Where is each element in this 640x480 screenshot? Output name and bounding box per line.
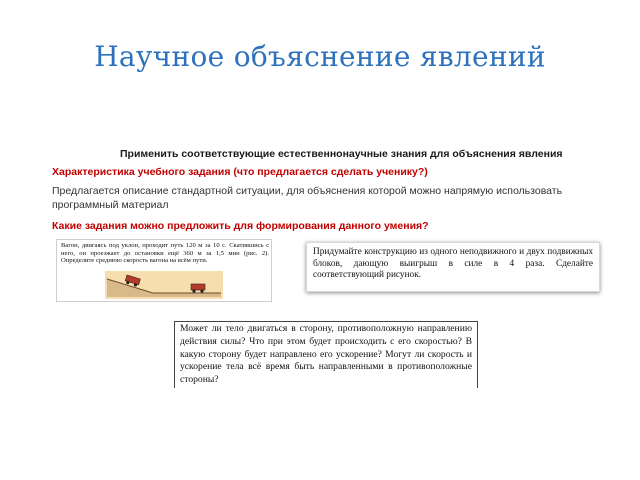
tasks-heading: Какие задания можно предложить для формирования данного умения?	[52, 220, 429, 232]
slide-subtitle: Применить соответствующие естественнонаучные знания для объяснения явления	[120, 148, 563, 160]
task-blocks-card	[306, 242, 600, 292]
task-wagon-text: Вагон, двигаясь под уклон, проходит путь 120 м за 10 с. Скатившись с него, он проезжает до остановки ещё 360 м за 1,5 мин (рис. 2). Определите среднюю скорость вагона на всём пути.	[61, 242, 269, 265]
characteristic-text: Предлагается описание стандартной ситуации, для объяснения которой можно напрямую использовать программный материал	[52, 185, 563, 211]
wagon-slope-illustration	[105, 271, 223, 299]
task-blocks-text: Придумайте конструкцию из одного неподвижного и двух подвижных блоков, дающую выигрыш в силе в 4 раза. Сделайте соответствующий рисунок.	[313, 247, 593, 280]
slide-title: Научное объяснение явлений	[94, 40, 546, 73]
task-direction-text: Может ли тело двигаться в сторону, противоположную направлению действия силы? Что при этом будет происходить с его скоростью? В какую сторону будет направлено его ускорение? Могут ли скорость и ускорение тела всё время быть направленными в противоположные стороны?	[180, 323, 472, 386]
wagon-slope-figure	[105, 271, 223, 299]
task-direction-card	[174, 321, 478, 388]
wagon-on-flat	[191, 284, 205, 293]
characteristic-heading: Характеристика учебного задания (что предлагается сделать ученику?)	[52, 166, 428, 178]
task-wagon-card	[56, 239, 272, 302]
